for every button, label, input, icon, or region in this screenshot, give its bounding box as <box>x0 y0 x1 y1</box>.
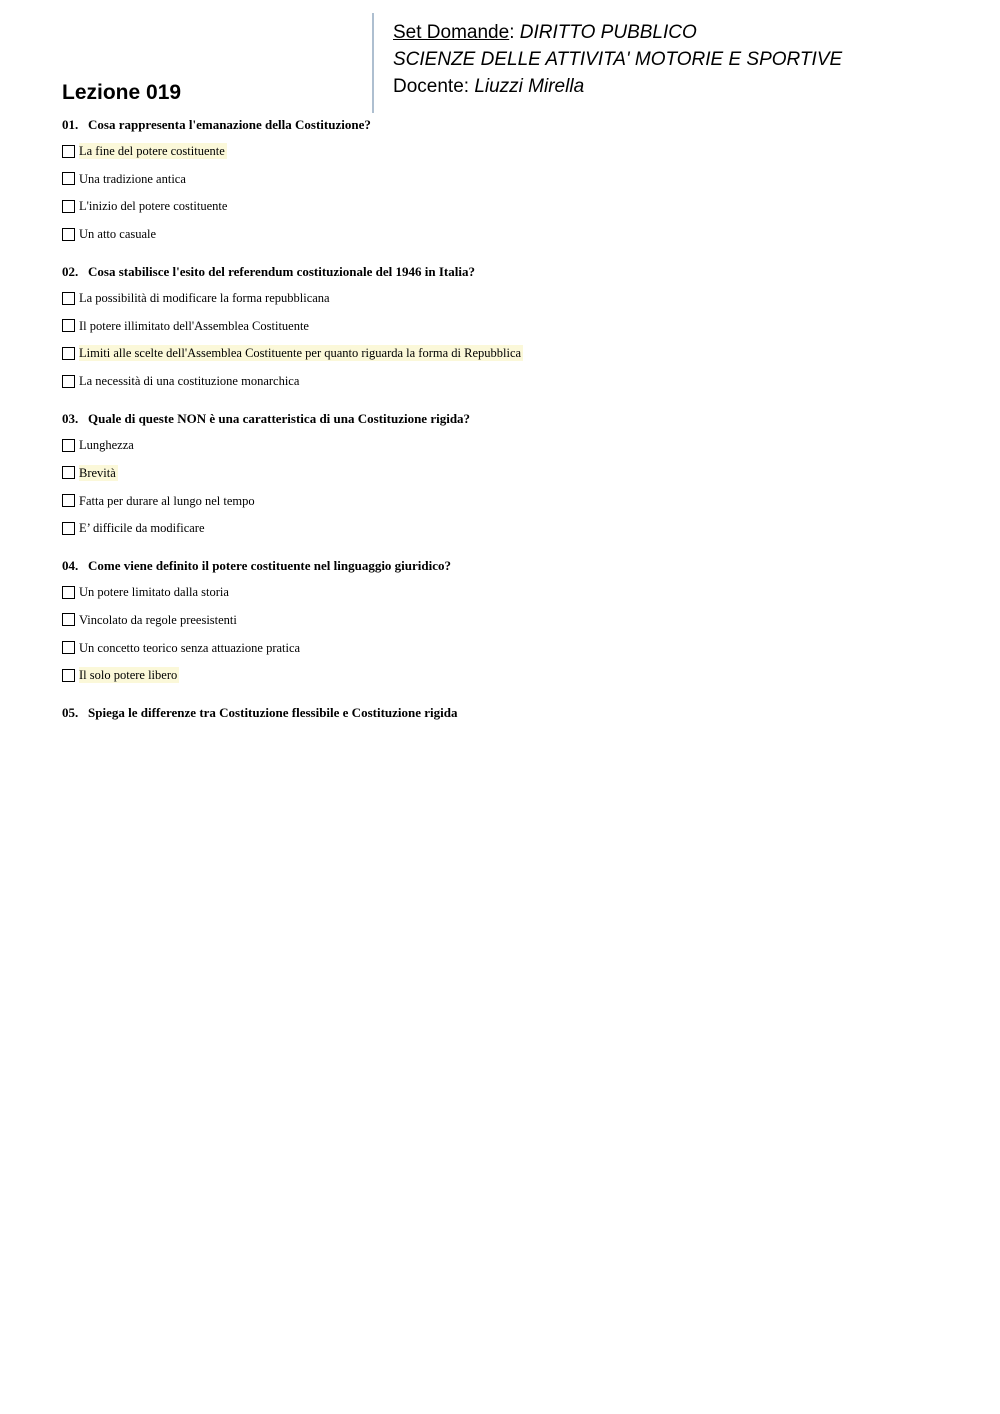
answer-checkbox[interactable] <box>62 228 75 241</box>
answer-checkbox[interactable] <box>62 375 75 388</box>
question-text <box>62 410 942 427</box>
answer-option[interactable] <box>62 611 942 629</box>
answer-option[interactable] <box>62 519 942 537</box>
answer-label: Una tradizione antica <box>79 171 186 186</box>
answer-checkbox[interactable] <box>62 466 75 479</box>
answer-option[interactable] <box>62 289 942 307</box>
answer-option[interactable] <box>62 142 942 160</box>
answer-option[interactable] <box>62 170 942 188</box>
question-block <box>62 263 942 390</box>
answer-option[interactable] <box>62 464 942 482</box>
question-block <box>62 557 942 684</box>
answer-label: Un atto casuale <box>79 227 157 242</box>
answer-label: Il potere illimitato dell'Assemblea Costituente <box>79 318 309 333</box>
question-number: 05. <box>62 705 79 721</box>
answer-checkbox[interactable] <box>62 319 75 332</box>
set-separator: : <box>509 22 515 43</box>
answer-checkbox[interactable] <box>62 494 75 507</box>
answer-option[interactable] <box>62 583 942 601</box>
question-number: 01. <box>62 117 79 132</box>
answer-label: La possibilità di modificare la forma repubblicana <box>79 291 330 306</box>
answer-label-highlighted: Brevità <box>79 465 116 480</box>
teacher-line <box>393 73 842 100</box>
subject-name: DIRITTO PUBBLICO <box>519 22 697 43</box>
answer-checkbox[interactable] <box>62 347 75 360</box>
question-list <box>62 116 942 741</box>
question-label: Cosa rappresenta l'emanazione della Costituzione? <box>88 117 371 132</box>
question-number: 02. <box>62 264 79 280</box>
answer-checkbox[interactable] <box>62 522 75 535</box>
answer-label-highlighted: Limiti alle scelte dell'Assemblea Costituente per quanto riguarda la forma di Repubblica <box>79 346 522 361</box>
question-label: Spiega le differenze tra Costituzione flessibile e Costituzione rigida <box>88 705 458 721</box>
answer-option[interactable] <box>62 666 942 684</box>
answer-option[interactable] <box>62 344 942 362</box>
question-label: Quale di queste NON è una caratteristica di una Costituzione rigida? <box>88 411 471 427</box>
teacher-name: Liuzzi Mirella <box>474 76 585 97</box>
answer-option[interactable] <box>62 436 942 454</box>
course-name: SCIENZE DELLE ATTIVITA' MOTORIE E SPORTIVE <box>393 49 843 70</box>
set-line <box>393 19 842 46</box>
answer-checkbox[interactable] <box>62 172 75 185</box>
answer-label: Un concetto teorico senza attuazione pratica <box>79 640 301 655</box>
question-text <box>62 557 942 574</box>
answer-checkbox[interactable] <box>62 641 75 654</box>
teacher-label: Docente: <box>393 76 470 97</box>
answer-option[interactable] <box>62 317 942 335</box>
header-info <box>393 19 842 100</box>
header-divider <box>372 13 374 113</box>
question-block <box>62 704 942 721</box>
answer-label: L'inizio del potere costituente <box>79 199 228 214</box>
answer-checkbox[interactable] <box>62 586 75 599</box>
answer-checkbox[interactable] <box>62 439 75 452</box>
answer-label: La necessità di una costituzione monarchica <box>79 374 300 389</box>
answer-label: Lunghezza <box>79 438 134 453</box>
lesson-title: Lezione 019 <box>62 81 182 104</box>
question-text <box>62 116 942 133</box>
question-text <box>62 263 942 280</box>
answer-option[interactable] <box>62 492 942 510</box>
set-label: Set Domande <box>393 22 510 43</box>
question-block <box>62 116 942 243</box>
answer-label: Un potere limitato dalla storia <box>79 585 229 600</box>
question-label: Cosa stabilisce l'esito del referendum costituzionale del 1946 in Italia? <box>88 264 475 280</box>
answer-checkbox[interactable] <box>62 613 75 626</box>
answer-checkbox[interactable] <box>62 145 75 158</box>
answer-label-highlighted: La fine del potere costituente <box>79 144 225 158</box>
answer-label: Vincolato da regole preesistenti <box>79 612 237 627</box>
answer-checkbox[interactable] <box>62 292 75 305</box>
answer-checkbox[interactable] <box>62 200 75 213</box>
question-text <box>62 704 942 721</box>
question-number: 04. <box>62 558 79 574</box>
answer-option[interactable] <box>62 197 942 215</box>
question-number: 03. <box>62 411 79 427</box>
answer-option[interactable] <box>62 225 942 243</box>
question-block <box>62 410 942 537</box>
answer-checkbox[interactable] <box>62 669 75 682</box>
answer-option[interactable] <box>62 372 942 390</box>
answer-option[interactable] <box>62 639 942 657</box>
question-label: Come viene definito il potere costituente nel linguaggio giuridico? <box>88 558 452 574</box>
answer-label-highlighted: Il solo potere libero <box>79 668 178 683</box>
answer-label: Fatta per durare al lungo nel tempo <box>79 493 255 508</box>
answer-label: E’ difficile da modificare <box>79 521 205 536</box>
